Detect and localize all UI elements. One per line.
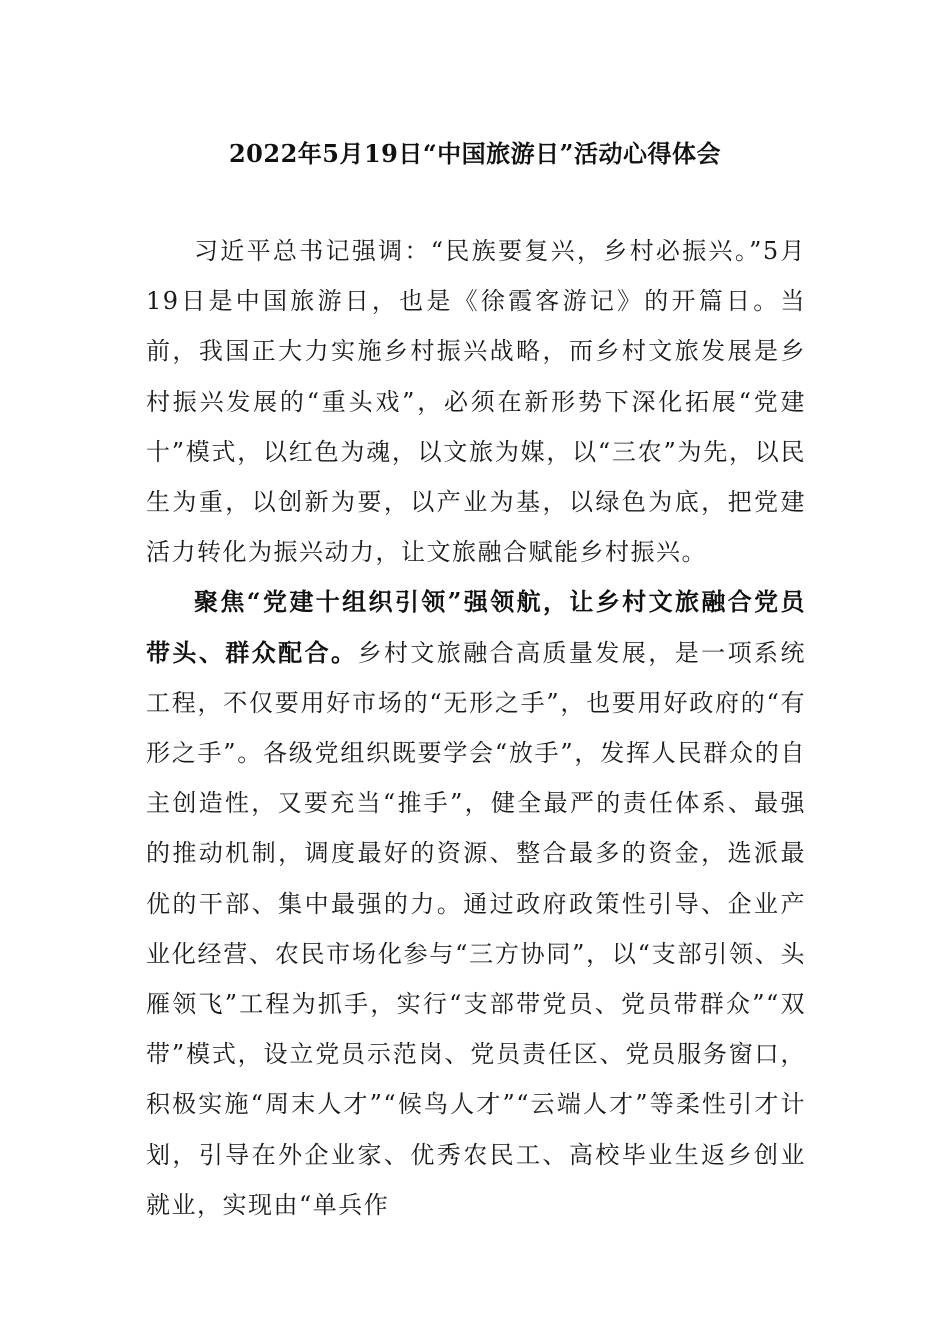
document-body [146,226,806,1230]
paragraph-intro [146,226,806,577]
document-title: 2022年5月19日“中国旅游日”活动心得体会 [228,139,721,168]
paragraph-lead: 聚焦“党建十组织引领”强领航，让乡村文旅融合党员带头、群众配合。 [146,587,806,667]
paragraph-text: 习近平总书记强调：“民族要复兴，乡村必振兴。”5月19日是中国旅游日，也是《徐霞客游记》的开篇日。当前，我国正大力实施乡村振兴战略，而乡村文旅发展是乡村振兴发展的“重头戏”，必须在新形势下深化拓展“党建十”模式，以红色为魂，以文旅为媒，以“三农”为先，以民生为重，以创新为要，以产业为基，以绿色为底，把党建活力转化为振兴动力，让文旅融合赋能乡村振兴。 [146,237,806,567]
paragraph-party-building [146,577,806,1230]
paragraph-text: 乡村文旅融合高质量发展，是一项系统工程，不仅要用好市场的“无形之手”，也要用好政府的“有形之手”。各级党组织既要学会“放手”，发挥人民群众的自主创造性，又要充当“推手”，健全最严的责任体系、最强的推动机制，调度最好的资源、整合最多的资金，选派最优的干部、集中最强的力。通过政府政策性引导、企业产业化经营、农民市场化参与“三方协同”，以“支部引领、头雁领飞”工程为抓手，实行“支部带党员、党员带群众”“双带”模式，设立党员示范岗、党员责任区、党员服务窗口，积极实施“周末人才”“候鸟人才”“云端人才”等柔性引才计划，引导在外企业家、优秀农民工、高校毕业生返乡创业就业，实现由“单兵作 [146,638,806,1219]
